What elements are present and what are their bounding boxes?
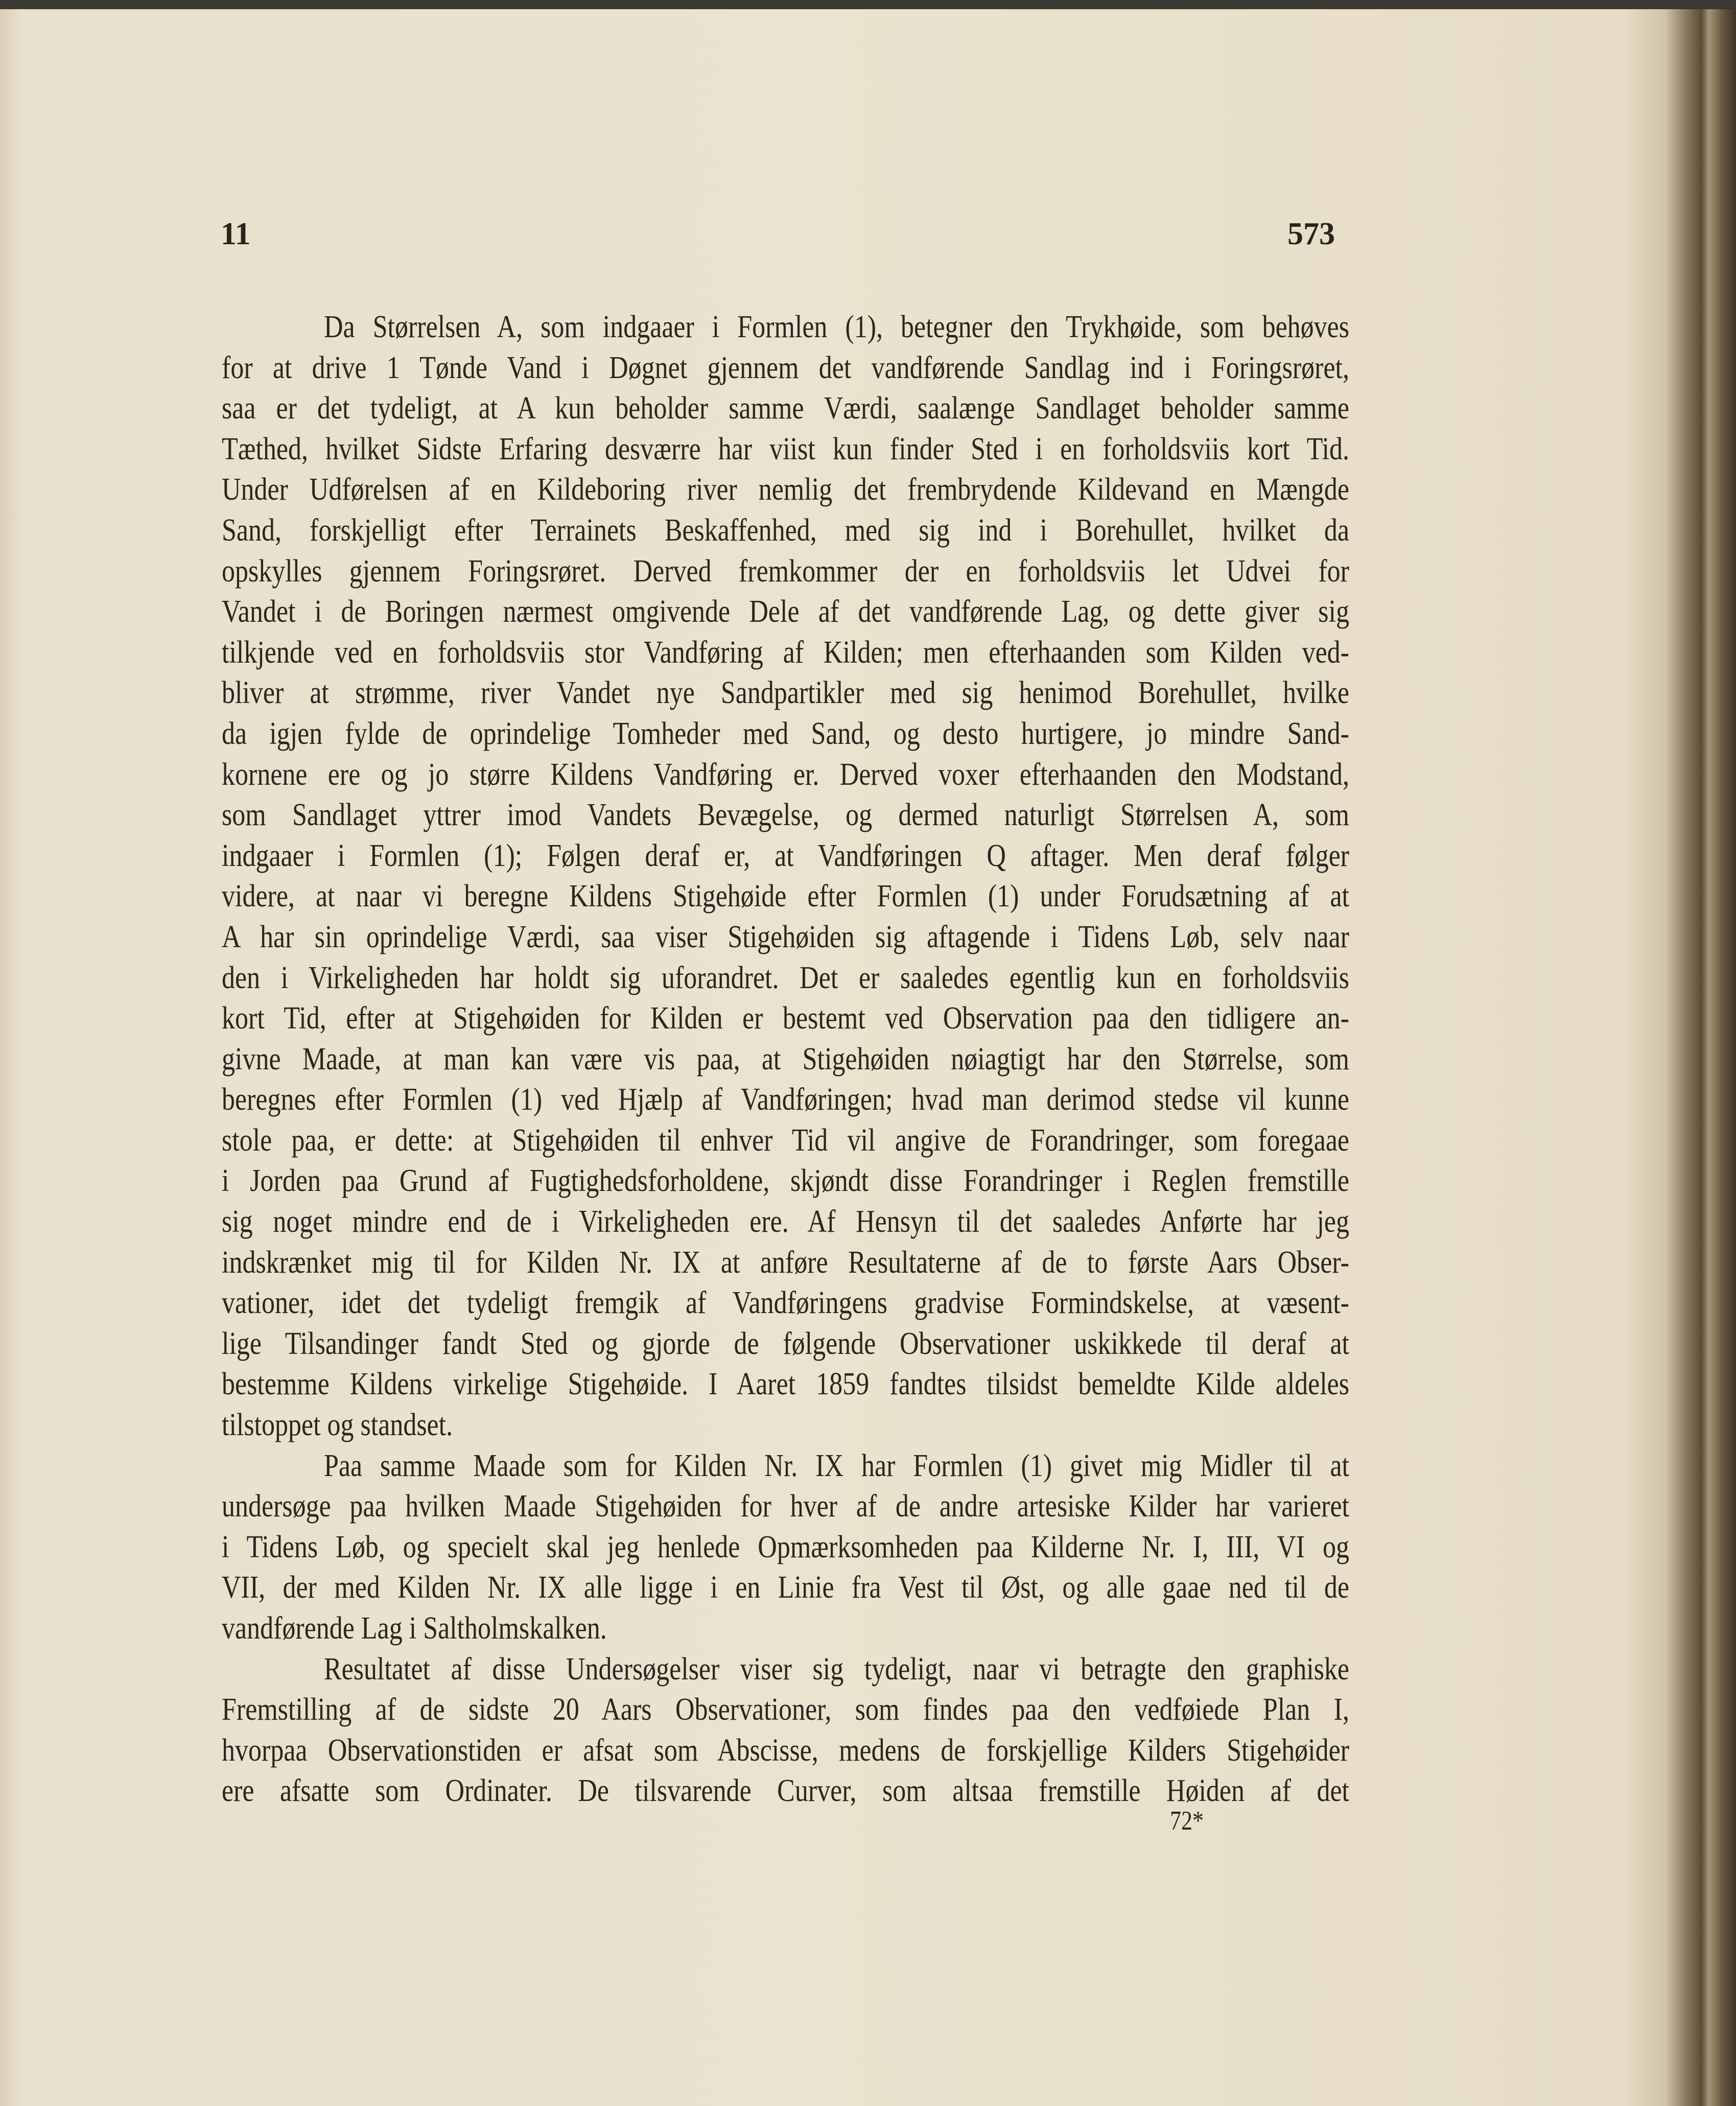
text-line: Sand, forskjelligt efter Terrainets Beskaffenhed, med sig ind i Borehullet, hvilket da: [222, 513, 1349, 548]
text-line: saa er det tydeligt, at A kun beholder samme Værdi, saalænge Sandlaget beholder samme: [222, 391, 1349, 426]
text-line: undersøge paa hvilken Maade Stigehøiden for hver af de andre artesiske Kilder har varieret: [222, 1489, 1349, 1524]
page-number: 573: [1287, 217, 1335, 251]
text-line: for at drive 1 Tønde Vand i Døgnet gjennem det vandførende Sandlag ind i Foringsrøret,: [222, 350, 1349, 386]
text-line: Under Udførelsen af en Kildeboring river nemlig det frembrydende Kildevand en Mængde: [222, 472, 1349, 508]
text-line: tilkjende ved en forholdsviis stor Vandføring af Kilden; men efterhaanden som Kilden ved-: [222, 635, 1349, 670]
text-line: kornene ere og jo større Kildens Vandføring er. Derved voxer efterhaanden den Modstand,: [222, 757, 1349, 792]
text-line: VII, der med Kilden Nr. IX alle ligge i en Linie fra Vest til Øst, og alle gaae ned til de: [222, 1570, 1349, 1606]
text-line: opskylles gjennem Foringsrøret. Derved fremkommer der en forholdsviis let Udvei for: [222, 553, 1349, 589]
text-line: bestemme Kildens virkelige Stigehøide. I Aaret 1859 fandtes tilsidst bemeldte Kilde aldeles: [222, 1367, 1349, 1402]
text-line: i Tidens Løb, og specielt skal jeg henlede Opmærksomheden paa Kilderne Nr. I, III, VI og: [222, 1530, 1349, 1565]
text-line: den i Virkeligheden har holdt sig uforandret. Det er saaledes egentlig kun en forholdsviis: [222, 960, 1349, 996]
text-line: givne Maade, at man kan være vis paa, at Stigehøiden nøiagtigt har den Størrelse, som: [222, 1041, 1349, 1077]
text-line: lige Tilsandinger fandt Sted og gjorde de følgende Observationer uskikkede til deraf at: [222, 1326, 1349, 1362]
text-line: tilstoppet og standset.: [222, 1408, 453, 1443]
text-line: da igjen fylde de oprindelige Tomheder med Sand, og desto hurtigere, jo mindre Sand-: [222, 716, 1349, 752]
section-number: 11: [221, 217, 251, 251]
text-line: hvorpaa Observationstiden er afsat som Abscisse, medens de forskjellige Kilders Stigehøider: [222, 1733, 1349, 1768]
text-line: Da Størrelsen A, som indgaaer i Formlen (1), betegner den Trykhøide, som behøves: [324, 310, 1349, 345]
text-line: Fremstilling af de sidste 20 Aars Observationer, som findes paa den vedføiede Plan I,: [222, 1692, 1349, 1727]
text-line: A har sin oprindelige Værdi, saa viser Stigehøiden sig aftagende i Tidens Løb, selv naar: [222, 920, 1349, 955]
text-line: sig noget mindre end de i Virkeligheden ere. Af Hensyn til det saaledes Anførte har jeg: [222, 1204, 1349, 1239]
text-line: ere afsatte som Ordinater. De tilsvarende Curver, som altsaa fremstille Høiden af det: [222, 1773, 1349, 1809]
text-line: Vandet i de Boringen nærmest omgivende Dele af det vandførende Lag, og dette giver sig: [222, 594, 1349, 629]
text-line: videre, at naar vi beregne Kildens Stigehøide efter Formlen (1) under Forudsætning af at: [222, 879, 1349, 914]
text-line: Paa samme Maade som for Kilden Nr. IX har Formlen (1) givet mig Midler til at: [324, 1448, 1349, 1484]
text-line: vationer, idet det tydeligt fremgik af Vandføringens gradvise Formindskelse, at væsent-: [222, 1285, 1349, 1321]
body-text: [222, 307, 1349, 1812]
text-line: Tæthed, hvilket Sidste Erfaring desværre har viist kun finder Sted i en forholdsviis kort Tid.: [222, 432, 1349, 467]
text-line: i Jorden paa Grund af Fugtighedsforholdene, skjøndt disse Forandringer i Reglen fremstille: [222, 1163, 1349, 1199]
text-line: Resultatet af disse Undersøgelser viser sig tydeligt, naar vi betragte den graphiske: [324, 1651, 1349, 1687]
printer-signature-mark: 72*: [1170, 1806, 1204, 1836]
text-line: indgaaer i Formlen (1); Følgen deraf er, at Vandføringen Q aftager. Men deraf følger: [222, 838, 1349, 874]
text-line: stole paa, er dette: at Stigehøiden til enhver Tid vil angive de Forandringer, som foregaae: [222, 1123, 1349, 1158]
text-line: bliver at strømme, river Vandet nye Sandpartikler med sig henimod Borehullet, hvilke: [222, 675, 1349, 711]
text-line: indskrænket mig til for Kilden Nr. IX at anføre Resultaterne af de to første Aars Obser-: [222, 1245, 1349, 1280]
text-line: kort Tid, efter at Stigehøiden for Kilden er bestemt ved Observation paa den tidligere an-: [222, 1001, 1349, 1036]
text-line: som Sandlaget yttrer imod Vandets Bevægelse, og dermed naturligt Størrelsen A, som: [222, 798, 1349, 833]
text-line: vandførende Lag i Saltholmskalken.: [222, 1611, 607, 1646]
text-line: beregnes efter Formlen (1) ved Hjælp af Vandføringen; hvad man derimod stedse vil kunne: [222, 1082, 1349, 1117]
